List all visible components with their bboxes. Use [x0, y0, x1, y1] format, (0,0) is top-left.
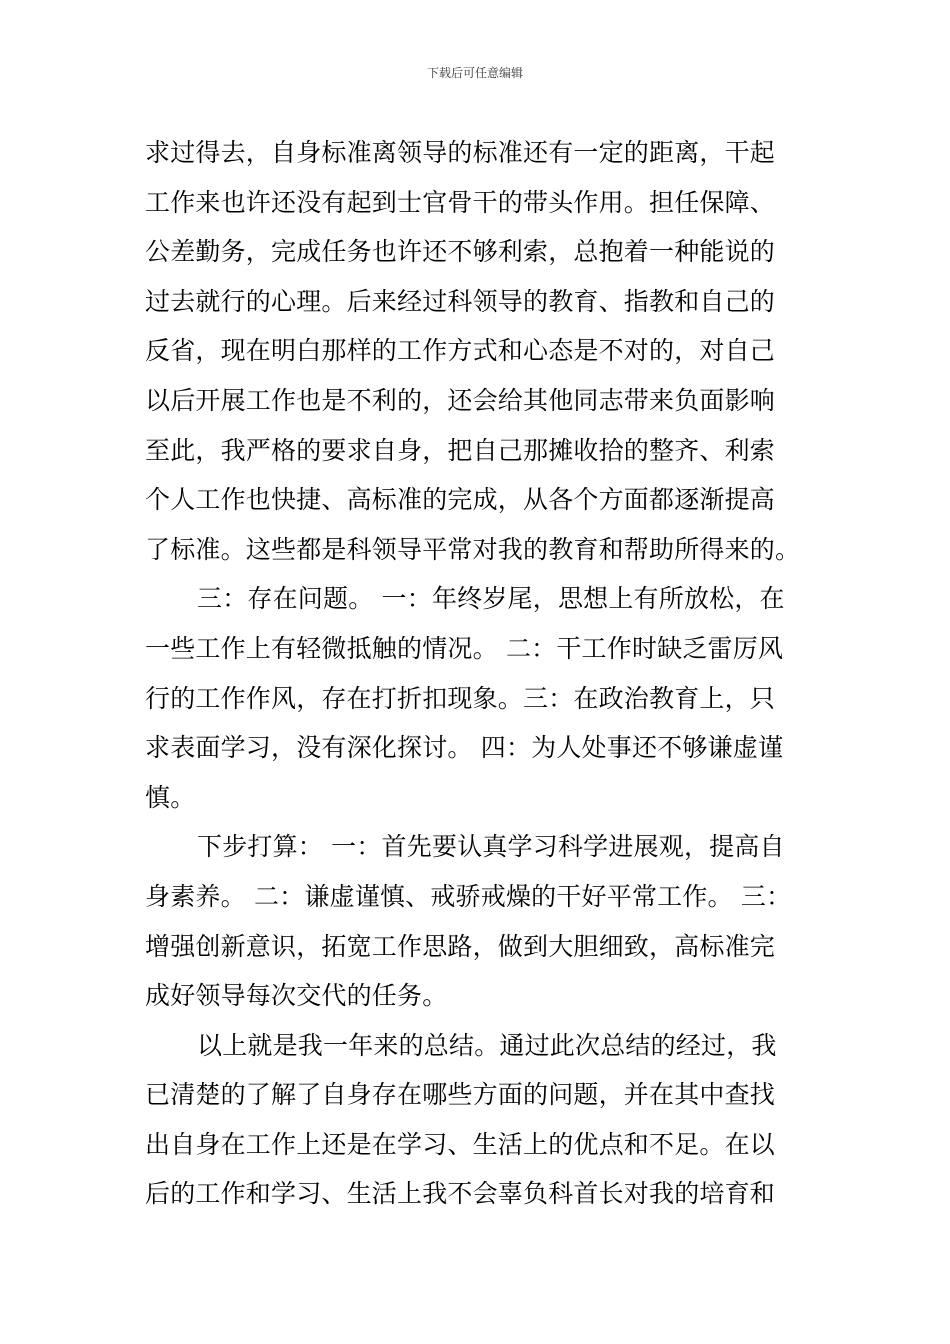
text-line: 行的工作作风，存在打折扣现象。三：在政治教育上，只 [145, 683, 776, 713]
text-line: 工作来也许还没有起到士官骨干的带头作用。担任保障、 [145, 187, 776, 217]
text-line: 求表面学习，没有深化探讨。 四：为人处事还不够谦虚谨 [145, 733, 784, 763]
header-note: 下载后可任意编辑 [426, 66, 523, 80]
text-line: 公差勤务，完成任务也许还不够利索，总抱着一种能说的 [145, 237, 776, 267]
text-line: 成好领导每次交代的任务。 [145, 981, 448, 1011]
text-line: 后的工作和学习、生活上我不会辜负科首长对我的培育和 [145, 1179, 776, 1209]
text-line: 反省，现在明白那样的工作方式和心态是不对的，对自己 [145, 336, 776, 366]
text-line: 至此，我严格的要求自身，把自己那摊收拾的整齐、利索 [145, 435, 776, 465]
text-line: 了标准。这些都是科领导平常对我的教育和帮助所得来的。 [145, 534, 801, 564]
text-line: 过去就行的心理。后来经过科领导的教育、指教和自己的 [145, 286, 776, 316]
text-line: 增强创新意识，拓宽工作思路，做到大胆细致，高标准完 [145, 931, 776, 961]
text-line: 出自身在工作上还是在学习、生活上的优点和不足。在以 [145, 1129, 776, 1159]
text-line: 个人工作也快捷、高标准的完成，从各个方面都逐渐提高 [145, 485, 776, 515]
document-body [145, 128, 810, 1219]
paragraph-start-line: 以上就是我一年来的总结。通过此次总结的经过，我 [197, 1030, 777, 1060]
text-line: 求过得去，自身标准离领导的标准还有一定的距离，干起 [145, 138, 776, 167]
text-line: 一些工作上有轻微抵触的情况。 二：干工作时缺乏雷厉风 [145, 633, 784, 663]
paragraph-start-line: 下步打算： 一：首先要认真学习科学进展观，提高自 [197, 832, 785, 862]
text-line: 慎。 [145, 782, 196, 812]
paragraph-start-line: 三：存在问题。 一：年终岁尾，思想上有所放松，在 [197, 584, 785, 614]
text-line: 以后开展工作也是不利的，还会给其他同志带来负面影响 [145, 385, 776, 415]
text-line: 已清楚的了解了自身存在哪些方面的问题，并在其中查找 [145, 1080, 776, 1110]
text-line: 身素养。 二：谦虚谨慎、戒骄戒燥的干好平常工作。 三： [145, 881, 792, 911]
